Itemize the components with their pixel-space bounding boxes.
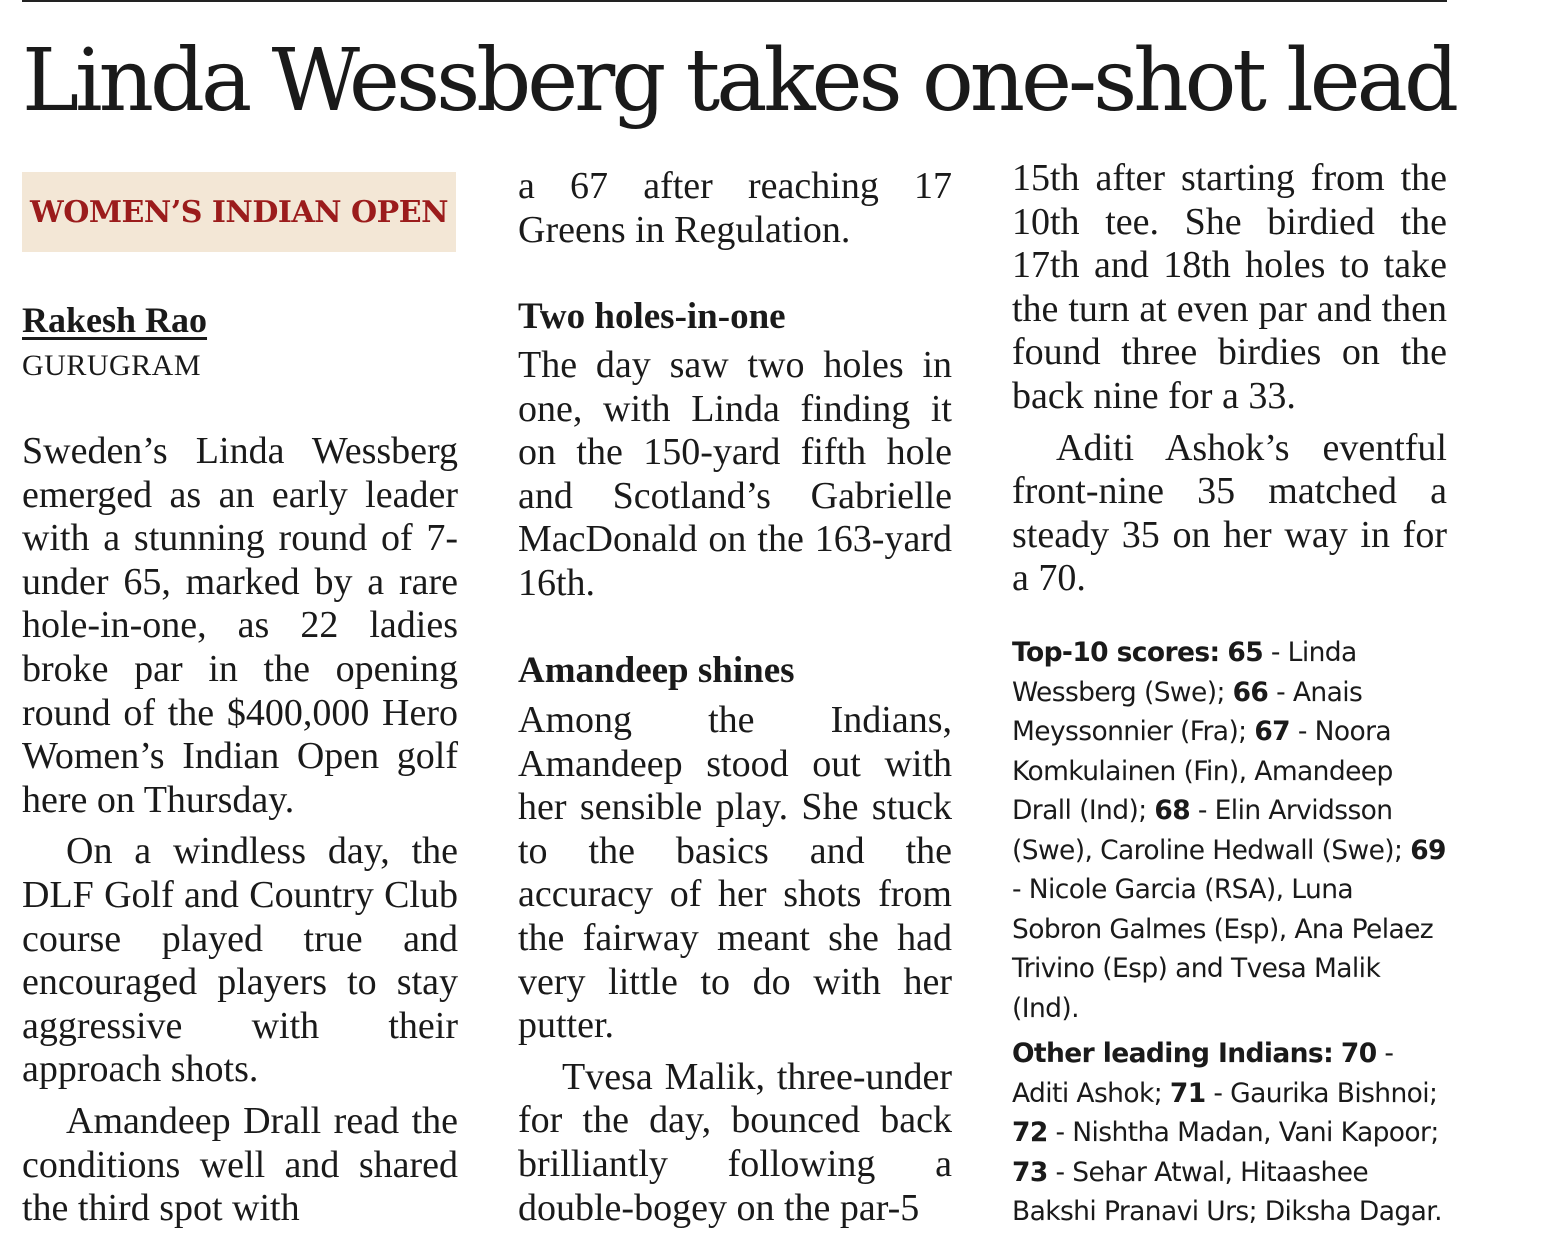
paragraph: 15th after starting from the 10th tee. She birdied the 17th and 18th holes to take the turn at even par and then found three birdies on the back nine for a 33. [1012, 157, 1447, 417]
paragraph-lede: Sweden’s Linda Wessberg emerged as an early leader with a stunning round of 7-under 65, marked by a rare hole-in-one, as 22 ladies broke par in the opening round of the $400,000 Hero Women’s Indian Open golf here on Thursday. [22, 430, 458, 821]
paragraph: Tvesa Malik, three-under for the day, bounced back brilliantly following a double-bogey on the par-5 [518, 1055, 952, 1229]
dateline: GURUGRAM [22, 349, 202, 382]
paragraph: Amandeep Drall read the conditions well and shared the third spot with [22, 1099, 458, 1230]
paragraph: a 67 after reaching 17 Greens in Regulation. [518, 165, 952, 251]
kicker-label: WOMEN’S INDIAN OPEN [30, 194, 448, 230]
paragraph: On a windless day, the DLF Golf and Country Club course played true and encouraged players to stay aggressive with their approach shots. [22, 830, 458, 1091]
section-kicker [22, 172, 456, 252]
top-10-scores: Top-10 scores: 65 - Linda Wessberg (Swe); 66 - Anais Meyssonnier (Fra); 67 - Noora Komkulainen (Fin), Amandeep Drall (Ind); 68 - Elin Arvidsson (Swe), Caroline Hedwall (Swe); 69 - Nicole Garcia (RSA), Luna Sobron Galmes (Esp), Ana Pelaez Trivino (Esp) and Tvesa Malik (Ind). [1012, 637, 1446, 1024]
headline: Linda Wessberg takes one-shot lead [22, 31, 1455, 131]
subhead-two-holes-in-one: Two holes-in-one [518, 296, 786, 337]
byline-author: Rakesh Rao [22, 300, 208, 340]
other-leading-indians: Other leading Indians: 70 - Aditi Ashok; 71 - Gaurika Bishnoi; 72 - Nishtha Madan, Vani Kapoor; 73 - Sehar Atwal, Hitaashee Bakshi Pranavi Urs; Diksha Dagar. [1012, 1038, 1442, 1227]
paragraph: Among the Indians, Amandeep stood out with her sensible play. She stuck to the basics and the accuracy of her shots from the fairway meant she had very little to do with her putter. [518, 699, 952, 1047]
subhead-amandeep-shines: Amandeep shines [518, 650, 795, 691]
top-rule [22, 0, 1447, 2]
scores-box [1012, 633, 1447, 1232]
paragraph: The day saw two holes in one, with Linda finding it on the 150-yard fifth hole and Scotland’s Gabrielle MacDonald on the 163-yard 16th. [518, 344, 952, 604]
paragraph: Aditi Ashok’s eventful front-nine 35 matched a steady 35 on her way in for a 70. [1012, 426, 1447, 600]
